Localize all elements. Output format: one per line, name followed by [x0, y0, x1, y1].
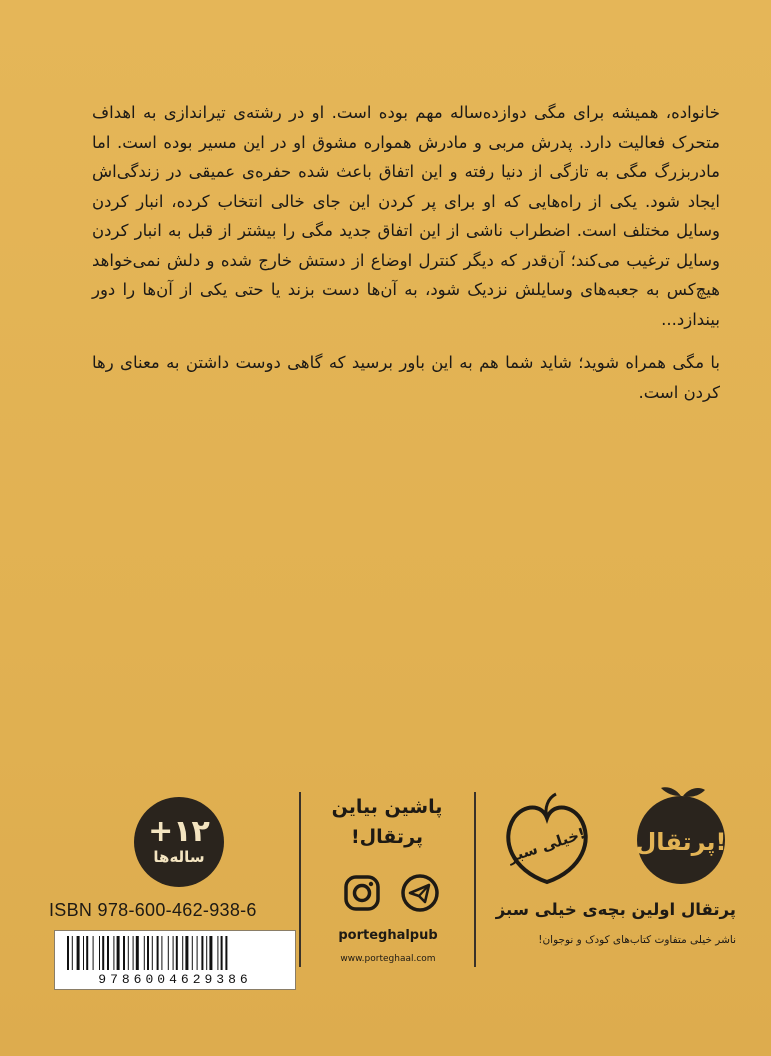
cover-footer: [44, 782, 734, 992]
barcode-digits: 9786004629386: [98, 972, 252, 987]
social-icons: [326, 872, 456, 916]
instagram-icon[interactable]: [341, 872, 383, 914]
website-link[interactable]: www.porteghaal.com: [340, 954, 436, 964]
age-rating-badge: [134, 797, 224, 887]
slogan-line-1: پاشین بیاین: [331, 796, 443, 818]
orange-logo-text: پرتقال!: [635, 828, 727, 856]
publisher-subtitle: ناشر خیلی متفاوت کتاب‌های کودک و نوجوان!: [538, 934, 736, 946]
green-logo-text: خیلی سبز!: [505, 824, 588, 867]
isbn-text: ISBN 978-600-462-938-6: [49, 900, 257, 920]
orange-logo: [629, 784, 733, 888]
barcode: [54, 930, 296, 990]
publisher-tagline: پرتقال اولین بچه‌ی خیلی سبز: [495, 900, 736, 919]
book-blurb: [92, 98, 720, 421]
blurb-paragraph-1: خانواده، همیشه برای مگی دوازده‌ساله مهم بوده است. او در رشته‌ی تیراندازی به اهداف متحرک فعالیت دارد. پدرش مربی و مادرش همواره مشوق او در این مسیر بوده است. اما مادربزرگ مگی به تازگی از دنیا رفته و این اتفاق باعث شده حفره‌ی عمیقی در زندگی‌اش ایجاد شود. یکی از راه‌هایی که او برای پر کردن این جای خالی انتخاب کرده، انبار کردن وسایل مختلف است. اضطراب ناشی از این اتفاق جدید مگی را بیشتر از قبل به انبار کردن وسایل ترغیب می‌کند؛ آن‌قدر که دیگر کنترل اوضاع از دستش خارج شده و دلش نمی‌خواهد هیچ‌کس به جعبه‌های وسایلش نزدیک شود، به آن‌ها دست بزند یا حتی یکی از آن‌ها را دور بیندازد...: [92, 103, 720, 329]
green-leaf-logo: [492, 790, 602, 890]
social-handle[interactable]: porteghalpub: [338, 928, 438, 943]
divider-left: [299, 792, 301, 967]
age-rating-number: +۱۲: [148, 814, 210, 849]
slogan-line-2: پرتقال!: [350, 826, 424, 848]
blurb-paragraph-2: با مگی همراه شوید؛ شاید شما هم به این باور برسید که گاهی دوست داشتن به معنای رها کردن است.: [92, 353, 720, 402]
telegram-icon[interactable]: [399, 872, 441, 914]
barcode-bars: [67, 936, 283, 970]
age-rating-label: ساله‌ها: [153, 848, 205, 866]
publisher-slogan: [312, 792, 462, 852]
divider-right: [474, 792, 476, 967]
